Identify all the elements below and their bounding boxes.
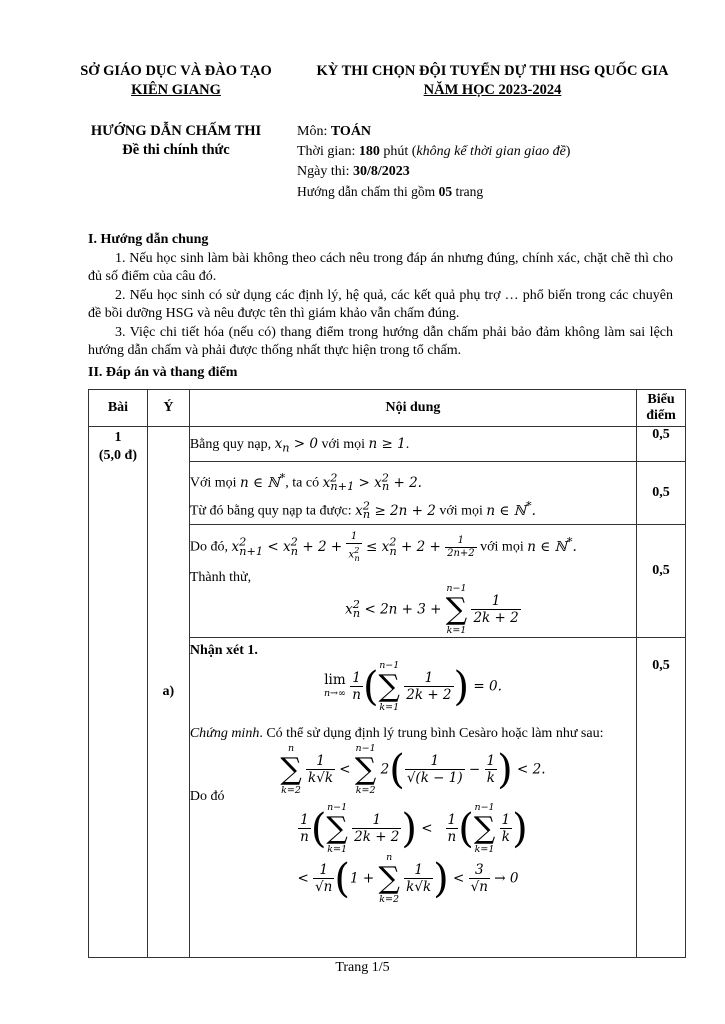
step-1-points: 0,5 xyxy=(637,427,686,462)
part-label: a) xyxy=(162,683,175,699)
exam-header xyxy=(290,62,695,100)
exam-info xyxy=(297,122,570,202)
header-y: Ý xyxy=(147,390,189,427)
official-label: Đề thi chính thức xyxy=(122,142,230,158)
problem-cell xyxy=(89,427,148,958)
section-1-title: I. Hướng dẫn chung xyxy=(88,232,209,247)
province-name: KIÊN GIANG xyxy=(131,82,221,98)
page-number: Trang 1/5 xyxy=(335,960,390,975)
table-row xyxy=(89,427,686,462)
step-1-content: Bằng quy nạp, $x_n > 0$ với mọi n ≥ 1. xyxy=(189,427,636,462)
guidance-item-1: 1. Nếu học sinh làm bài không theo cách nêu trong đáp án nhưng đúng, chính xác, chặt chẽ thì cho đủ số điểm của câu đó. xyxy=(88,250,673,284)
step-2-points: 0,5 xyxy=(637,462,686,525)
step-4-points: 0,5 xyxy=(637,637,686,957)
comparison-formula-2: < $\frac{1}{√n}$ (1 + n ∑ k=2 $\frac{1}{k√k}$ ) < $\frac{3}{√n}$ → 0 xyxy=(297,851,519,905)
header-points: Biểu điểm xyxy=(637,390,686,427)
problem-points: (5,0 đ) xyxy=(98,448,138,463)
limit-formula: lim n→∞ $\frac{1}{n}$ ( n−1 ∑ k=1 $\frac{1}{2k + 2}$ ) = 0. xyxy=(323,659,502,713)
step-3-points: 0,5 xyxy=(637,525,686,637)
guidance-item-3: 3. Việc chi tiết hóa (nếu có) thang điểm trong hướng dẫn chấm phải bảo đảm không làm sai lệch hướng dẫn chấm và phải được thống nhất thực hiện trong tổ chấm. xyxy=(88,324,673,358)
school-year: NĂM HỌC 2023-2024 xyxy=(423,82,562,98)
step-2-content: Với mọi n ∈ ℕ*, ta có $x^2_{n+1} > x^2_n + 2$. Từ đó bằng quy nạp ta được: $x^2_n \ge 2n + 2$ với mọi n ∈ ℕ*. xyxy=(189,462,636,525)
subject-line: Môn: TOÁN xyxy=(297,124,372,139)
header-bai: Bài xyxy=(89,390,148,427)
answer-table xyxy=(88,389,686,958)
department-name: SỞ GIÁO DỤC VÀ ĐÀO TẠO xyxy=(80,63,272,79)
department-header xyxy=(66,62,286,100)
cesaro-bound-formula: n ∑ k=2 $\frac{1}{k√k}$ < n−1 ∑ k=2 2( $\frac{1}{√(k - 1)}$ − $\frac{1}{k}$ ) < 2. xyxy=(280,742,546,796)
step-3-content: Do đó, $x^2_{n+1} < x^2_n + 2$ + $\frac{1}{x^2_n}$ ≤ $x^2_n + 2$ + $\frac{1}{2n+2}$ với mọi n ∈ ℕ*. Thành thử, $x^2_n < 2n + 3$ + n−1 ∑ k=1 $\frac{1}{2k + 2}$ xyxy=(189,525,636,637)
section-2-title: II. Đáp án và thang điểm xyxy=(88,365,238,380)
guide-title: HƯỚNG DẪN CHẤM THI xyxy=(90,123,262,139)
date-line: Ngày thi: 30/8/2023 xyxy=(297,164,410,179)
guidance-item-2: 2. Nếu học sinh có sử dụng các định lý, hệ quả, các kết quả phụ trợ … phổ biến trong các chuyên đề bồi dưỡng HSG và nêu được tên thì giám khảo vẫn chấm đúng. xyxy=(88,287,673,321)
table-header-row xyxy=(89,390,686,427)
header-content: Nội dung xyxy=(189,390,636,427)
general-guidance xyxy=(88,231,673,361)
problem-number: 1 xyxy=(114,430,122,445)
time-line: Thời gian: 180 phút (không kể thời gian giao đề) xyxy=(297,144,571,159)
step-4-content: Nhận xét 1. lim n→∞ $\frac{1}{n}$ ( n−1 ∑ k=1 $\frac{1}{2k + 2}$ ) = 0. Chứng minh. Có thể sử dụng định lý trung bình Cesàro hoặc làm như sau: n ∑ k=2 $\frac{1}{k√k}$ < n−1 ∑ k=2 2( $\frac{1}{√(k - 1)}$ − $\frac{1}{k}$ ) < 2. Do đó $\frac{1}{n}$ ( n−1 ∑ k=1 $\frac{1}{2k + 2}$ ) < $\frac{1}{n}$ ( n−1 ∑ k=1 $\frac{1}{k}$ ) < $\frac{1}{√n}$ (1 + n ∑ k=2 $\frac{1}{k√k}$ ) < $\frac{3}{√n}$ → 0 xyxy=(189,637,636,957)
inequality-formula: $x^2_n < 2n + 3$ + n−1 ∑ k=1 $\frac{1}{2k + 2}$ xyxy=(345,582,519,636)
comparison-formula-1: $\frac{1}{n}$ ( n−1 ∑ k=1 $\frac{1}{2k + 2}$ ) < $\frac{1}{n}$ ( n−1 ∑ k=1 $\frac{1}{k}$ ) xyxy=(300,801,528,855)
guide-header xyxy=(66,122,286,160)
pages-line: Hướng dẫn chấm thi gồm 05 trang xyxy=(297,184,484,199)
exam-title: KỲ THI CHỌN ĐỘI TUYỂN DỰ THI HSG QUỐC GIA xyxy=(316,63,669,79)
